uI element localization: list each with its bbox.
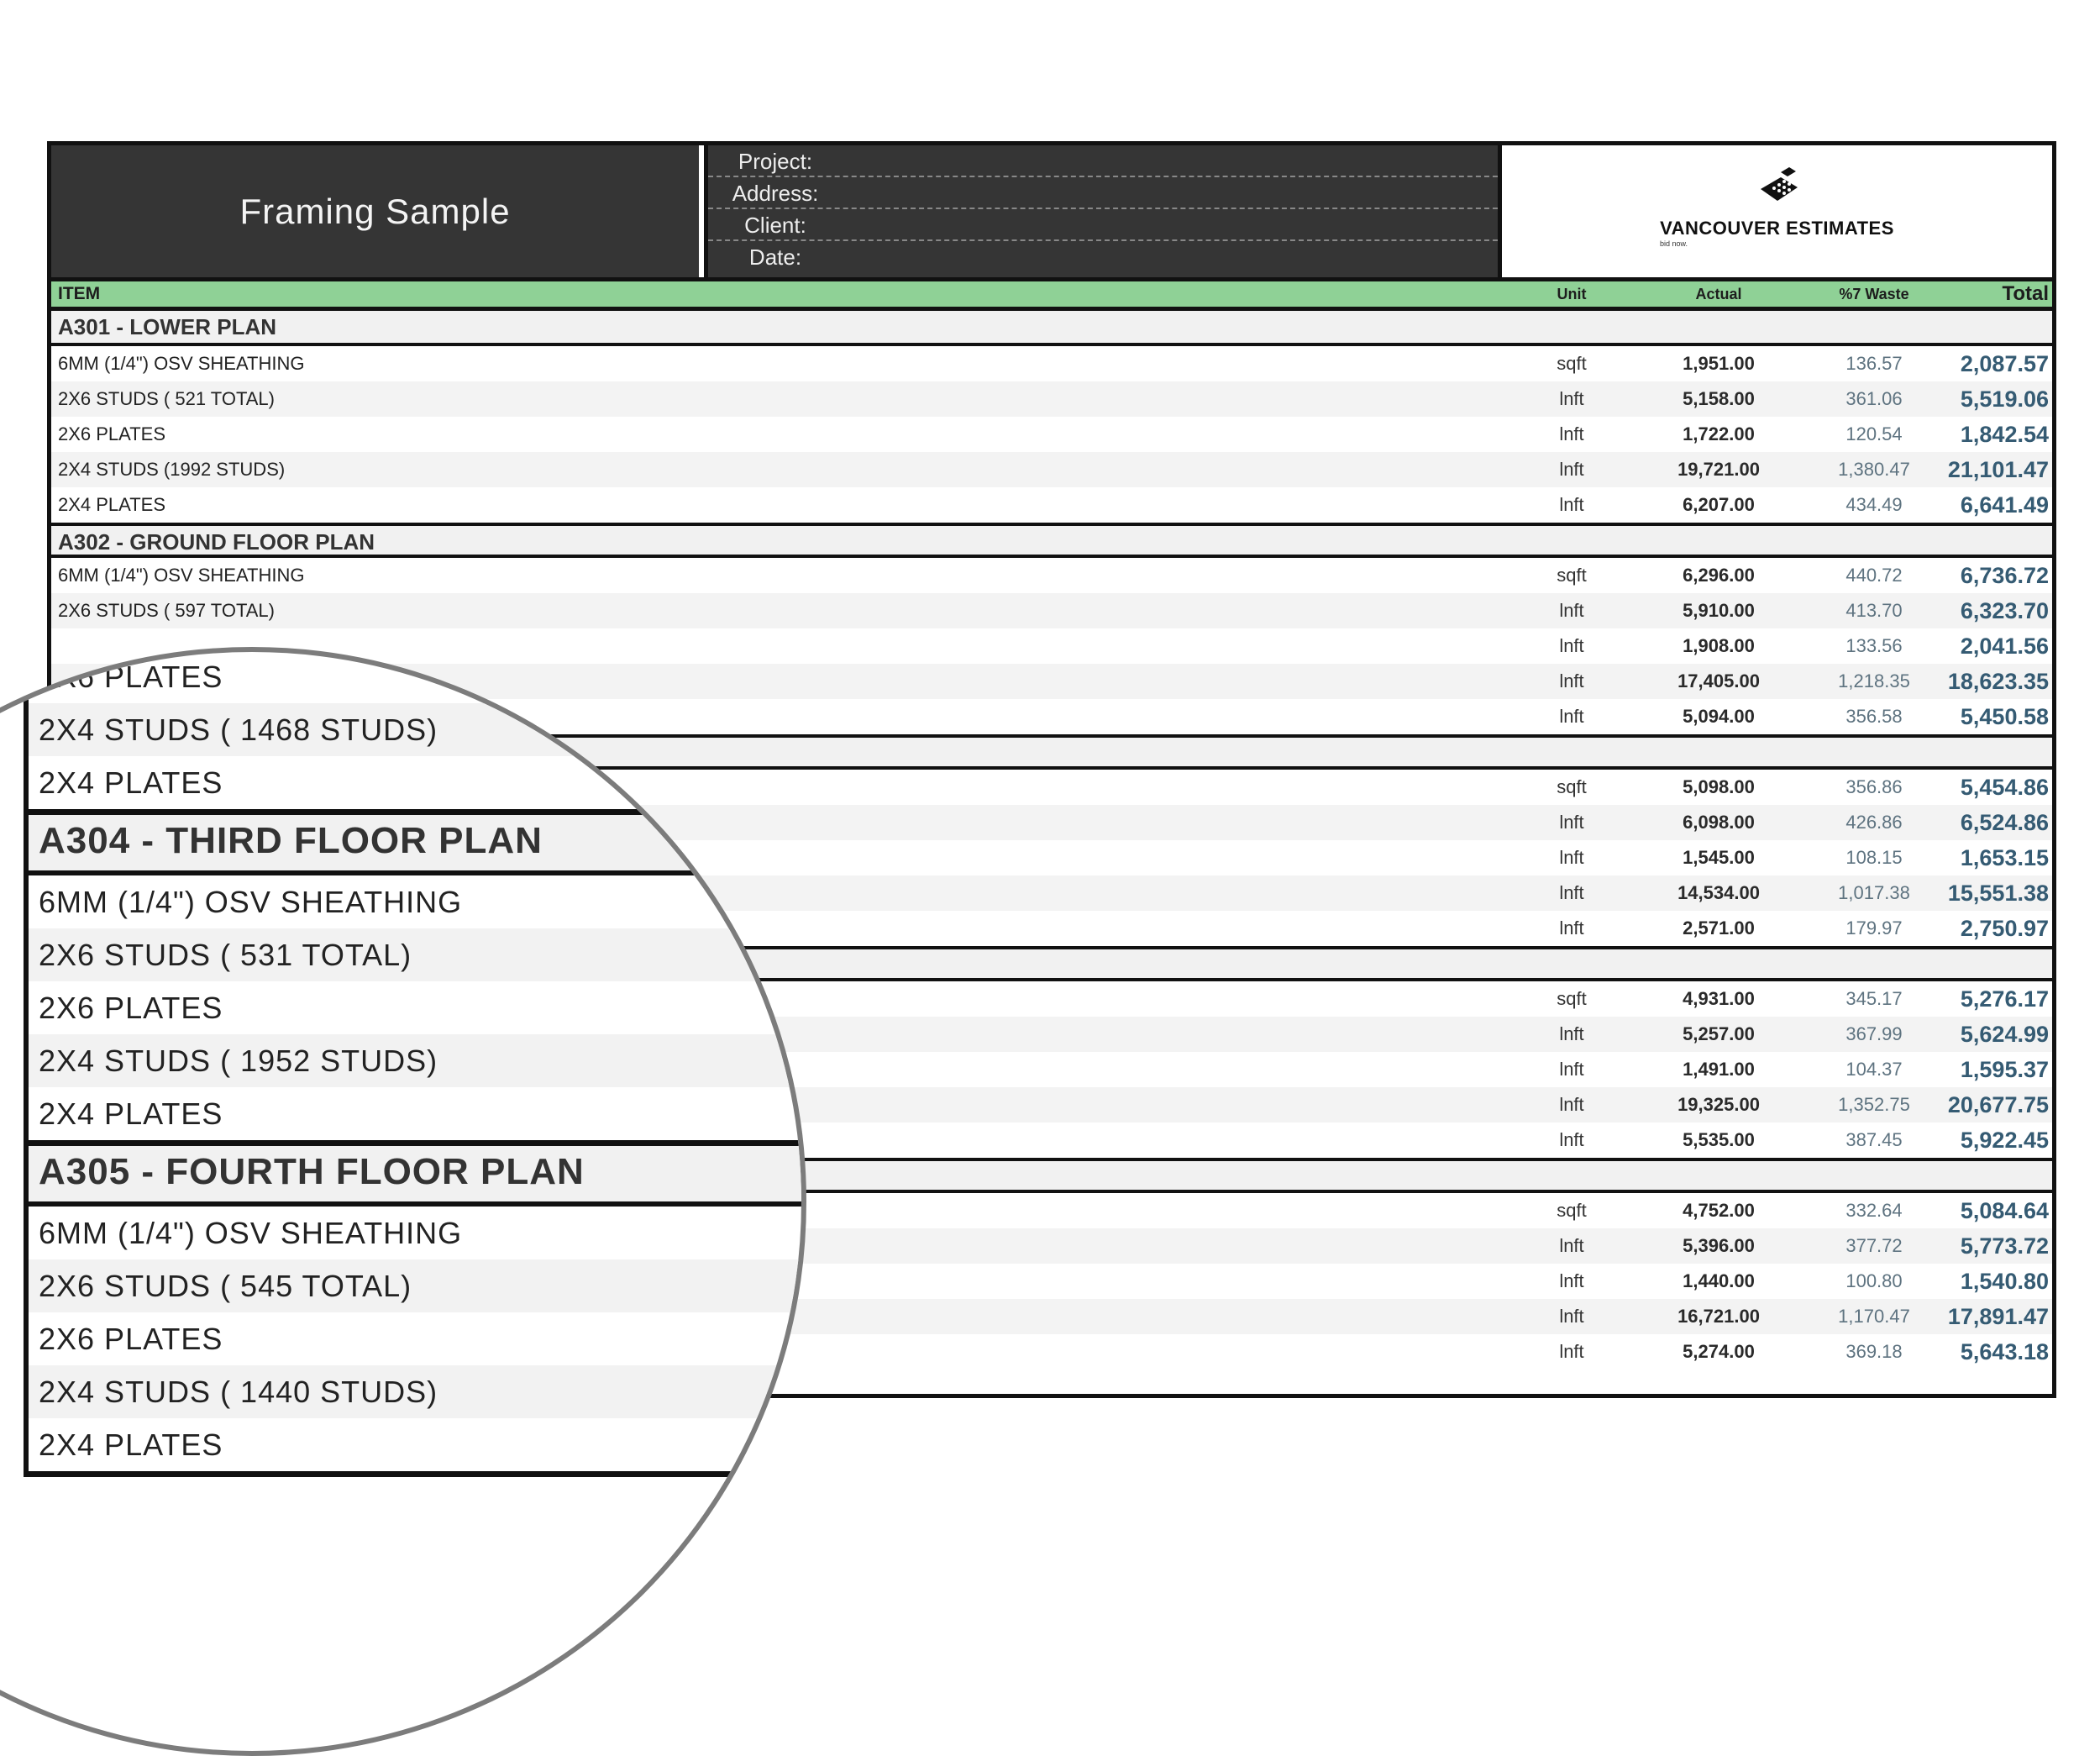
actual-cell: 1,440.00 (1683, 1270, 1755, 1291)
total-cell: 6,641.49 (1960, 492, 2049, 518)
total-cell: 2,087.57 (1960, 351, 2049, 376)
meta-address[interactable]: Address: (708, 177, 1498, 209)
magnified-row: 6MM (1/4") OSV SHEATHING (39, 1216, 463, 1250)
item-cell: 2X6 PLATES (58, 423, 165, 444)
magnified-row: 2X6 STUDS ( 531 TOTAL) (29, 928, 806, 981)
column-header-row (51, 277, 2052, 311)
meta-client[interactable]: Client: (708, 209, 1498, 241)
table-row[interactable] (51, 593, 2052, 628)
col-total: Total (2002, 282, 2049, 305)
waste-cell: 345.17 (1845, 988, 1903, 1009)
actual-cell: 4,752.00 (1683, 1200, 1755, 1221)
project-meta (704, 145, 1502, 277)
total-cell: 1,595.37 (1960, 1057, 2049, 1082)
actual-cell: 16,721.00 (1677, 1306, 1760, 1327)
actual-cell: 6,098.00 (1683, 812, 1755, 833)
magnified-row: 2X4 STUDS ( 1952 STUDS) (29, 1034, 806, 1087)
waste-cell: 133.56 (1845, 635, 1903, 656)
meta-project[interactable]: Project: (708, 145, 1498, 177)
total-cell: 6,323.70 (1960, 598, 2049, 623)
total-cell: 5,624.99 (1960, 1022, 2049, 1047)
actual-cell: 5,396.00 (1683, 1235, 1755, 1256)
actual-cell: 17,405.00 (1677, 670, 1760, 691)
unit-cell: lnft (1559, 1059, 1584, 1080)
total-cell: 17,891.47 (1947, 1304, 2049, 1329)
unit-cell: lnft (1559, 1341, 1584, 1362)
waste-cell: 387.45 (1845, 1129, 1903, 1150)
waste-cell: 1,218.35 (1838, 670, 1910, 691)
magnified-row: 2X6 PLATES (39, 660, 223, 694)
waste-cell: 1,017.38 (1838, 882, 1910, 903)
actual-cell: 5,535.00 (1683, 1129, 1755, 1150)
waste-cell: 377.72 (1845, 1235, 1903, 1256)
unit-cell: lnft (1559, 882, 1584, 903)
magnified-section-header: A304 - THIRD FLOOR PLAN (29, 809, 806, 875)
col-actual: Actual (1695, 286, 1742, 302)
unit-cell: lnft (1559, 600, 1584, 621)
unit-cell: lnft (1559, 459, 1584, 480)
waste-cell: 369.18 (1845, 1341, 1903, 1362)
unit-cell: sqft (1557, 565, 1587, 586)
logo-tagline: bid now. (1660, 239, 1688, 248)
section-header: A301 - LOWER PLAN (51, 311, 2052, 346)
unit-cell: lnft (1559, 1023, 1584, 1044)
unit-cell: sqft (1557, 776, 1587, 797)
unit-cell: sqft (1557, 353, 1587, 374)
waste-cell: 361.06 (1845, 388, 1903, 409)
waste-cell: 413.70 (1845, 600, 1903, 621)
magnified-block (24, 650, 806, 1477)
unit-cell: lnft (1559, 1306, 1584, 1327)
company-logo (1502, 145, 2052, 277)
total-cell: 5,450.58 (1960, 704, 2049, 729)
col-unit: Unit (1557, 286, 1587, 302)
item-cell: 2X6 STUDS ( 521 TOTAL) (58, 388, 275, 409)
waste-cell: 120.54 (1845, 423, 1903, 444)
actual-cell: 1,491.00 (1683, 1059, 1755, 1080)
col-item: ITEM (58, 284, 101, 303)
waste-cell: 1,352.75 (1838, 1094, 1910, 1115)
magnified-row: 2X4 PLATES (39, 1096, 223, 1131)
total-cell: 1,653.15 (1960, 845, 2049, 870)
total-cell: 1,540.80 (1960, 1269, 2049, 1294)
unit-cell: lnft (1559, 917, 1584, 938)
table-row[interactable] (51, 558, 2052, 593)
waste-cell: 367.99 (1845, 1023, 1903, 1044)
unit-cell: lnft (1559, 494, 1584, 515)
logo-text: VANCOUVER ESTIMATES (1660, 218, 1894, 239)
waste-cell: 108.15 (1845, 847, 1903, 868)
waste-cell: 104.37 (1845, 1059, 1903, 1080)
actual-cell: 6,207.00 (1683, 494, 1755, 515)
total-cell: 5,922.45 (1960, 1128, 2049, 1153)
unit-cell: lnft (1559, 670, 1584, 691)
magnified-item-list (24, 650, 806, 1477)
table-row[interactable] (51, 452, 2052, 487)
total-cell: 21,101.47 (1947, 457, 2049, 482)
total-cell: 6,524.86 (1960, 810, 2049, 835)
total-cell: 5,519.06 (1960, 386, 2049, 412)
magnified-row: 2X4 PLATES (29, 1418, 806, 1477)
waste-cell: 434.49 (1845, 494, 1903, 515)
item-cell: 2X4 PLATES (58, 494, 165, 515)
waste-cell: 426.86 (1845, 812, 1903, 833)
waste-cell: 356.86 (1845, 776, 1903, 797)
actual-cell: 1,908.00 (1683, 635, 1755, 656)
waste-cell: 100.80 (1845, 1270, 1903, 1291)
unit-cell: lnft (1559, 812, 1584, 833)
col-waste: %7 Waste (1839, 286, 1909, 302)
actual-cell: 19,721.00 (1677, 459, 1760, 480)
calculator-icon (1756, 167, 1803, 204)
item-cell: 2X4 STUDS (1992 STUDS) (58, 459, 286, 480)
total-cell: 18,623.35 (1947, 669, 2049, 694)
magnified-row: 2X6 PLATES (39, 991, 223, 1025)
total-cell: 2,750.97 (1960, 916, 2049, 941)
unit-cell: sqft (1557, 1200, 1587, 1221)
table-row[interactable] (51, 417, 2052, 452)
magnified-row: 2X4 STUDS ( 1440 STUDS) (29, 1365, 806, 1418)
unit-cell: lnft (1559, 1270, 1584, 1291)
unit-cell: lnft (1559, 1235, 1584, 1256)
unit-cell: lnft (1559, 706, 1584, 727)
actual-cell: 1,722.00 (1683, 423, 1755, 444)
total-cell: 5,084.64 (1960, 1198, 2049, 1223)
actual-cell: 6,296.00 (1683, 565, 1755, 586)
actual-cell: 1,951.00 (1683, 353, 1755, 374)
magnified-section-header: A305 - FOURTH FLOOR PLAN (29, 1140, 806, 1207)
unit-cell: lnft (1559, 388, 1584, 409)
magnified-row: 2X6 STUDS ( 545 TOTAL) (29, 1259, 806, 1312)
unit-cell: lnft (1559, 423, 1584, 444)
waste-cell: 136.57 (1845, 353, 1903, 374)
actual-cell: 5,910.00 (1683, 600, 1755, 621)
total-cell: 5,276.17 (1960, 986, 2049, 1012)
waste-cell: 1,170.47 (1838, 1306, 1910, 1327)
item-cell: 6MM (1/4") OSV SHEATHING (58, 565, 305, 586)
total-cell: 6,736.72 (1960, 563, 2049, 588)
sheet-header (51, 145, 2052, 277)
magnified-row: 2X4 STUDS ( 1468 STUDS) (29, 703, 806, 756)
total-cell: 2,041.56 (1960, 634, 2049, 659)
waste-cell: 179.97 (1845, 917, 1903, 938)
waste-cell: 440.72 (1845, 565, 1903, 586)
unit-cell: sqft (1557, 988, 1587, 1009)
unit-cell: lnft (1559, 847, 1584, 868)
waste-cell: 356.58 (1845, 706, 1903, 727)
magnified-row: 2X4 PLATES (39, 765, 223, 800)
waste-cell: 332.64 (1845, 1200, 1903, 1221)
actual-cell: 5,257.00 (1683, 1023, 1755, 1044)
actual-cell: 5,274.00 (1683, 1341, 1755, 1362)
sheet-title: Framing Sample (51, 145, 699, 277)
table-row[interactable] (51, 487, 2052, 523)
table-row[interactable] (51, 346, 2052, 381)
total-cell: 5,454.86 (1960, 775, 2049, 800)
actual-cell: 1,545.00 (1683, 847, 1755, 868)
actual-cell: 5,158.00 (1683, 388, 1755, 409)
item-cell: 2X6 STUDS ( 597 TOTAL) (58, 600, 275, 621)
section-header: A302 - GROUND FLOOR PLAN (51, 523, 2052, 558)
unit-cell: lnft (1559, 1129, 1584, 1150)
table-row[interactable] (51, 381, 2052, 417)
actual-cell: 5,098.00 (1683, 776, 1755, 797)
magnifier-lens (0, 647, 806, 1756)
total-cell: 15,551.38 (1947, 881, 2049, 906)
actual-cell: 4,931.00 (1683, 988, 1755, 1009)
waste-cell: 1,380.47 (1838, 459, 1910, 480)
actual-cell: 19,325.00 (1677, 1094, 1760, 1115)
actual-cell: 14,534.00 (1677, 882, 1760, 903)
total-cell: 20,677.75 (1947, 1092, 2049, 1117)
unit-cell: lnft (1559, 1094, 1584, 1115)
actual-cell: 2,571.00 (1683, 917, 1755, 938)
total-cell: 1,842.54 (1960, 422, 2049, 447)
actual-cell: 5,094.00 (1683, 706, 1755, 727)
unit-cell: lnft (1559, 635, 1584, 656)
meta-date[interactable]: Date: (748, 244, 802, 270)
item-cell: 6MM (1/4") OSV SHEATHING (58, 353, 305, 374)
magnified-row: 6MM (1/4") OSV SHEATHING (39, 885, 463, 919)
total-cell: 5,643.18 (1960, 1339, 2049, 1364)
magnified-row: 2X6 PLATES (39, 1322, 223, 1356)
total-cell: 5,773.72 (1960, 1233, 2049, 1259)
